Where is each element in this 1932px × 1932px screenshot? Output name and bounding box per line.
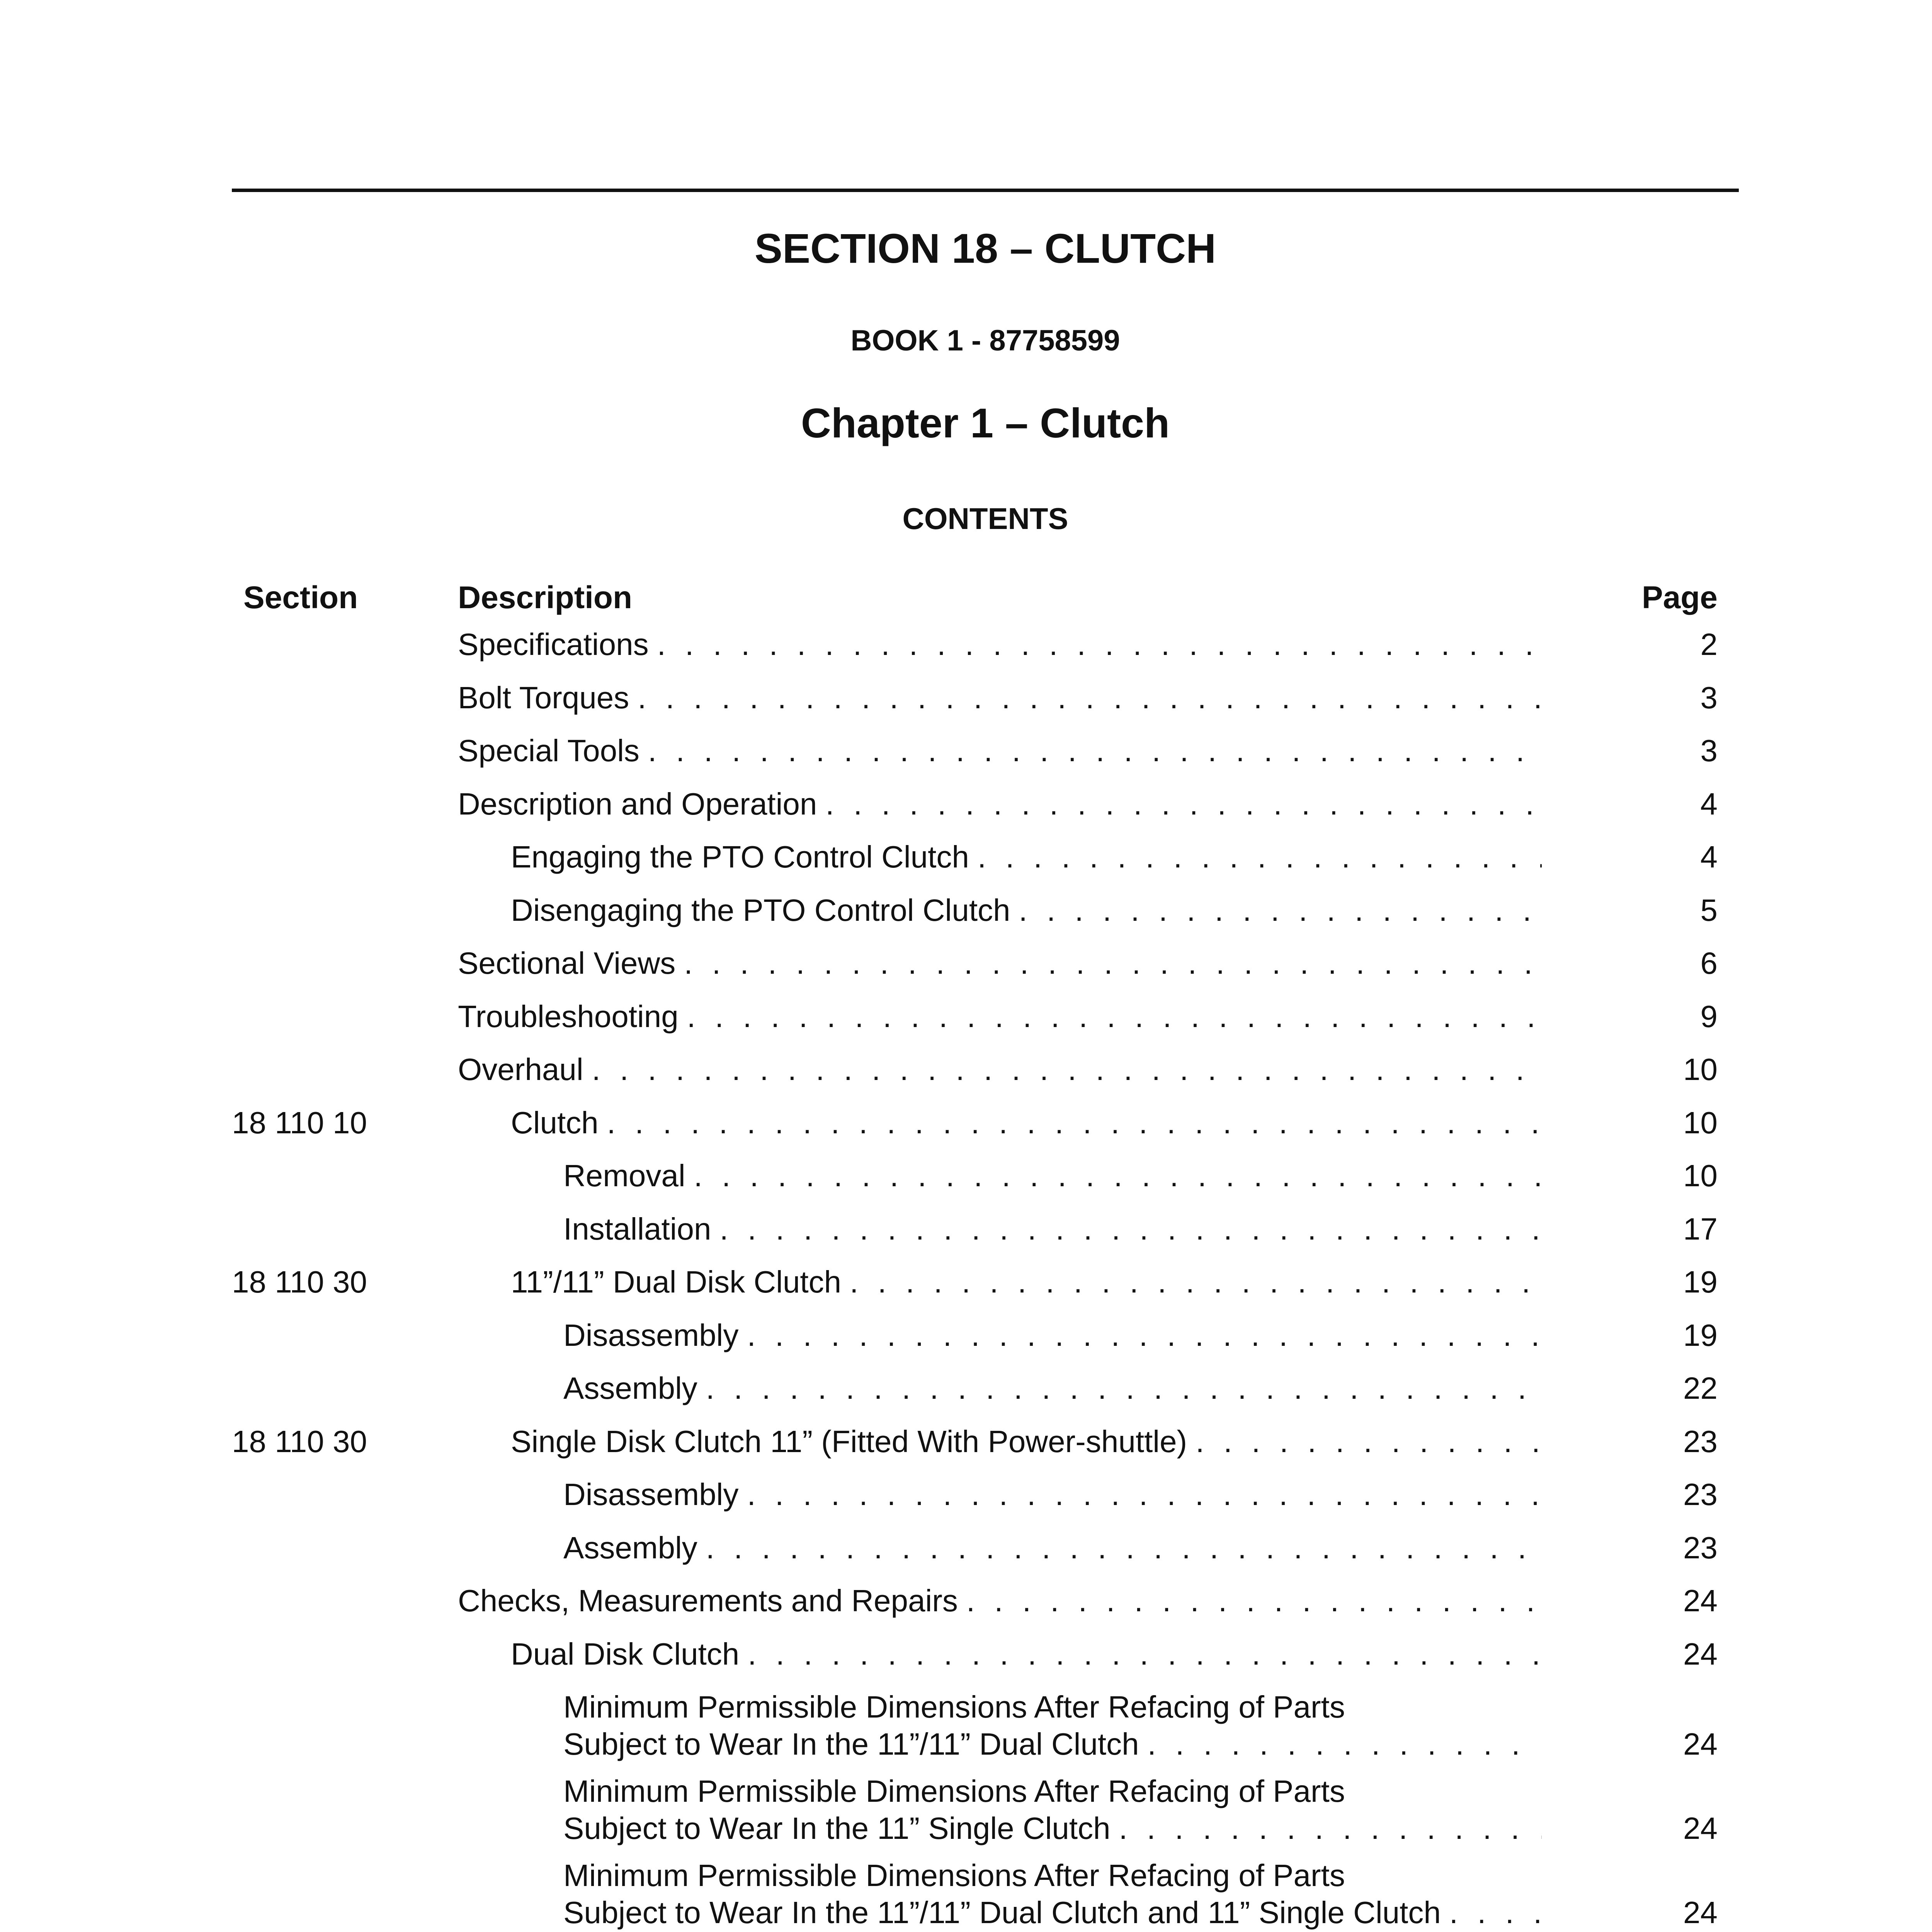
toc-title-text: Single Disk Clutch 11” (Fitted With Power-shuttle) [511,1424,1187,1459]
dot-leader [706,1370,1542,1407]
toc-title [458,786,1542,823]
toc-page-number: 10 [1683,1158,1718,1193]
toc-page-number: 10 [1683,1105,1718,1140]
toc-section-number: 18 110 30 [232,1424,367,1459]
toc-title [563,1157,1542,1194]
toc-title-text: Description and Operation [458,786,817,821]
toc-title [458,626,1542,663]
contents-heading: CONTENTS [902,502,1068,536]
dot-leader [648,732,1542,769]
toc-page-number: 9 [1700,999,1718,1034]
toc-page-number: 3 [1700,680,1718,715]
dot-leader [747,1476,1542,1513]
dot-leader [1148,1726,1542,1763]
toc-title-line: Minimum Permissible Dimensions After Refacing of Parts [563,1690,1345,1724]
dot-leader [684,945,1542,982]
toc-title [511,1423,1542,1460]
toc-title [563,1529,1542,1566]
dot-leader [978,838,1542,876]
dot-leader [638,679,1542,716]
toc-title-text: Assembly [563,1530,697,1565]
toc-title-text: Checks, Measurements and Repairs [458,1583,958,1618]
toc-page-number: 24 [1683,1811,1718,1845]
toc-title-text: Removal [563,1158,685,1193]
toc-title-line: Minimum Permissible Dimensions After Refacing of Parts [563,1858,1345,1893]
toc-title [563,1773,1542,1847]
toc-title-text: Dual Disk Clutch [511,1636,740,1671]
toc-title [458,1051,1542,1088]
toc-title-line: Minimum Permissible Dimensions After Refacing of Parts [563,1774,1345,1808]
toc-entry [0,1476,1932,1522]
toc-title-text: Installation [563,1211,711,1246]
toc-entry [0,1317,1932,1363]
top-rule [232,189,1739,192]
dot-leader [1196,1423,1542,1460]
toc-entry [0,1051,1932,1097]
book-number: BOOK 1 - 87758599 [850,324,1120,357]
dot-leader [719,1211,1542,1248]
toc-page-number: 19 [1683,1318,1718,1352]
toc-title-text: Sectional Views [458,946,676,980]
dot-leader [966,1582,1542,1619]
toc-title [458,945,1542,982]
toc-page-number: 24 [1683,1636,1718,1671]
toc-page-number: 4 [1700,786,1718,821]
toc-title-text: Subject to Wear In the 11”/11” Dual Clutch [563,1727,1139,1761]
toc-page-number: 6 [1700,946,1718,980]
toc-section-number: 18 110 10 [232,1105,367,1140]
toc-entry [0,1857,1932,1932]
toc-title [563,1689,1542,1763]
dot-leader [607,1104,1542,1141]
toc-entry [0,1104,1932,1151]
toc-page-number: 5 [1700,893,1718,927]
toc-title [511,1636,1542,1673]
toc-page-number: 24 [1683,1895,1718,1930]
toc-page-number: 24 [1683,1727,1718,1761]
dot-leader [825,786,1542,823]
toc-title [458,1582,1542,1619]
toc-title-text: Assembly [563,1371,697,1405]
toc-title [511,1264,1542,1301]
toc-entry [0,1211,1932,1257]
dot-leader [1449,1894,1542,1931]
column-header-description: Description [458,580,633,615]
toc-page-number: 4 [1700,840,1718,874]
section-title: SECTION 18 – CLUTCH [754,225,1216,272]
toc-page-number: 24 [1683,1583,1718,1618]
dot-leader [1019,892,1542,929]
column-header-page: Page [1642,580,1718,615]
toc-title [563,1211,1542,1248]
toc-entry [0,679,1932,726]
toc-title-text: Disengaging the PTO Control Clutch [511,893,1010,927]
toc-entry [0,838,1932,885]
toc-title-text: Disassembly [563,1477,739,1512]
toc-entry [0,1529,1932,1576]
dot-leader [850,1264,1542,1301]
toc-entry [0,1636,1932,1682]
toc-entry [0,945,1932,991]
chapter-title: Chapter 1 – Clutch [801,400,1170,446]
toc-page-number: 23 [1683,1530,1718,1565]
dot-leader [1119,1810,1542,1847]
toc-entry [0,786,1932,832]
toc-entry [0,1423,1932,1469]
toc-page-number: 10 [1683,1052,1718,1087]
toc-page-number: 3 [1700,733,1718,768]
toc-entry [0,1370,1932,1416]
toc-title [563,1476,1542,1513]
toc-title-text: Clutch [511,1105,599,1140]
toc-title-text: Disassembly [563,1318,739,1352]
dot-leader [706,1529,1542,1566]
toc-entry [0,1773,1932,1866]
dot-leader [748,1636,1542,1673]
toc-page-number: 2 [1700,627,1718,662]
toc-entry [0,732,1932,779]
toc-title-text: Subject to Wear In the 11”/11” Dual Clutch and 11” Single Clutch [563,1895,1441,1930]
dot-leader [694,1157,1542,1194]
toc-title-text: Specifications [458,627,649,662]
toc-page-number: 19 [1683,1265,1718,1299]
toc-title [563,1370,1542,1407]
dot-leader [747,1317,1542,1354]
toc-page-number: 23 [1683,1424,1718,1459]
dot-leader [592,1051,1542,1088]
toc-section-number: 18 110 30 [232,1265,367,1299]
toc-title [511,892,1542,929]
toc-title [458,998,1542,1035]
dot-leader [687,998,1542,1035]
toc-title [511,1104,1542,1141]
toc-title [563,1317,1542,1354]
dot-leader [657,626,1542,663]
toc-title-text: Troubleshooting [458,999,679,1034]
toc-title [458,679,1542,716]
toc-entry [0,1157,1932,1204]
toc-title [458,732,1542,769]
toc-title-text: Overhaul [458,1052,583,1087]
toc-entry [0,1264,1932,1310]
toc-page-number: 23 [1683,1477,1718,1512]
toc-entry [0,892,1932,938]
toc-entry [0,1689,1932,1781]
column-header-section: Section [243,580,358,615]
toc-title-text: Engaging the PTO Control Clutch [511,840,969,874]
toc-title-text: Subject to Wear In the 11” Single Clutch [563,1811,1111,1845]
toc-entry [0,1582,1932,1629]
toc-title-text: Special Tools [458,733,639,768]
toc-page-number: 17 [1683,1211,1718,1246]
toc-page-number: 22 [1683,1371,1718,1405]
toc-title [563,1857,1542,1931]
toc-title-text: Bolt Torques [458,680,629,715]
toc-entry [0,998,1932,1044]
toc-title [511,838,1542,876]
toc-title-text: 11”/11” Dual Disk Clutch [511,1265,842,1299]
toc-entry [0,626,1932,672]
